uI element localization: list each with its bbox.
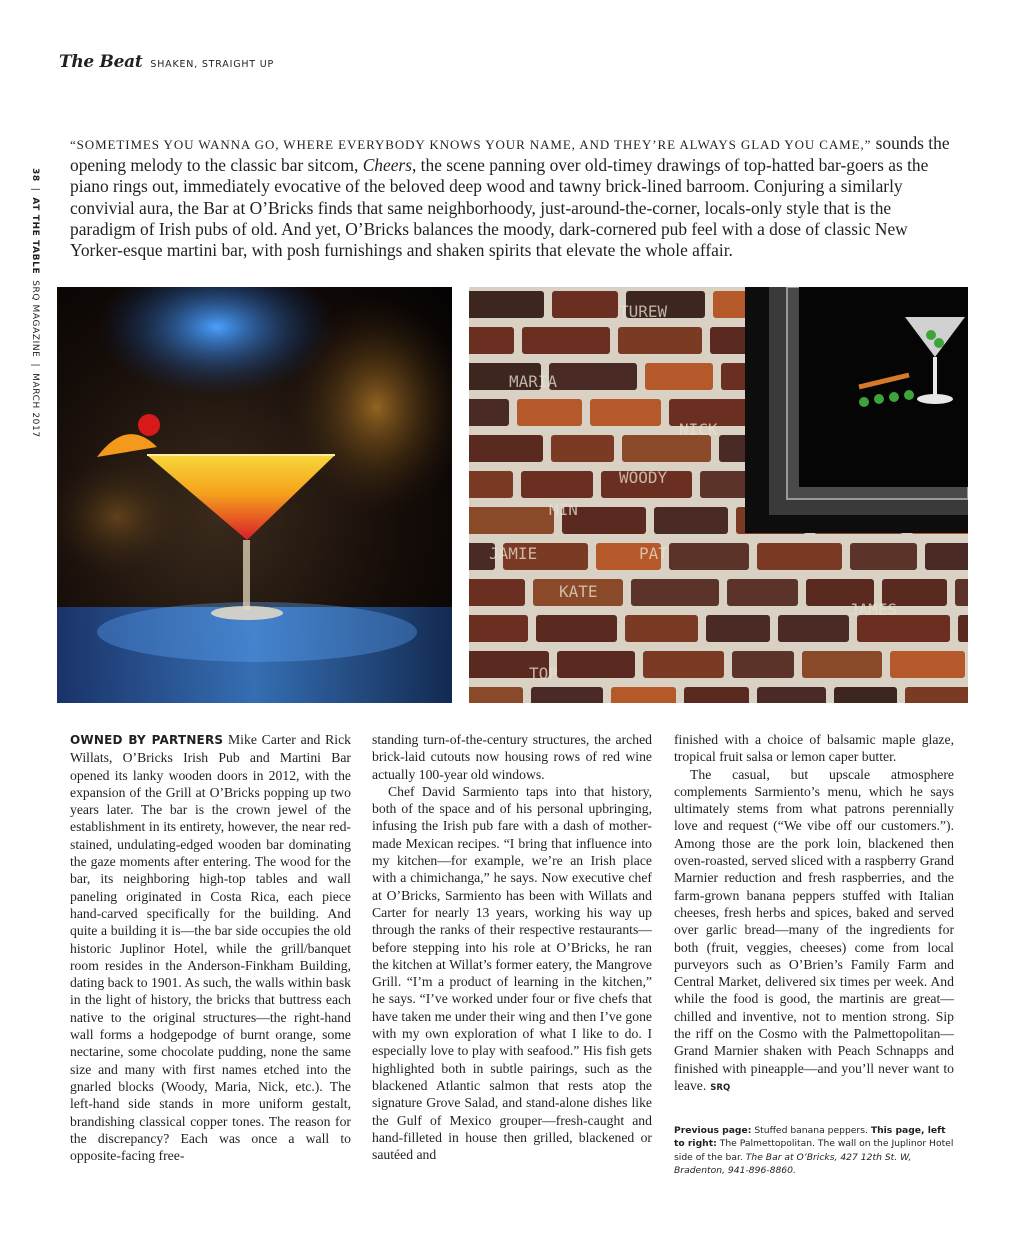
brick (469, 327, 514, 354)
brick (618, 327, 702, 354)
brick (802, 651, 882, 678)
folio-separator-2: | (30, 363, 40, 368)
brick (611, 687, 676, 703)
etched-name: MIN (549, 500, 578, 519)
brick (732, 651, 794, 678)
brick (669, 543, 749, 570)
etched-name: TOP (529, 664, 558, 683)
folio-issue: MARCH 2017 (30, 373, 40, 438)
running-header (59, 52, 274, 72)
brick (521, 471, 593, 498)
section-brand: The Beat (59, 52, 143, 72)
brick (622, 435, 711, 462)
etched-name: JAMES (849, 600, 898, 619)
caption-label-this-page: This page, left to right: (674, 1125, 946, 1150)
intro-text-2: , the scene panning over old-timey drawings of top-hatted bar-goers as the piano rings out, immediately evocative of the beloved deep wood and tawny brick-lined barroom. Conjuring a similarly convivial aura, the Bar at O’Bricks finds that same neighborhoody, just-around-the-corner, locals-only style that is the paradigm of Irish pubs of old. And yet, O’Bricks balances the moody, dark-cornered pub feel with a dose of classic New Yorker-esque martini bar, with posh furnishings and shaken spirits that elevate the whole affair. (70, 155, 929, 261)
caption-text-this-page: The Palmettopolitan. The wall on the Juplinor Hotel side of the bar. (674, 1138, 954, 1163)
etched-name: WOODY (619, 468, 668, 487)
brick (654, 507, 728, 534)
brick (469, 579, 525, 606)
folio-magazine: SRQ MAGAZINE (30, 280, 40, 358)
brick (469, 471, 513, 498)
brick (857, 615, 950, 642)
intro-text-1: sounds the opening melody to the classic bar sitcom, (70, 133, 950, 176)
photo-caption (674, 1124, 956, 1178)
brick (552, 291, 618, 318)
folio-separator: | (30, 187, 40, 192)
article-col3-p1: finished with a choice of balsamic maple glaze, tropical fruit salsa or lemon caper butter. (674, 732, 954, 765)
brick (469, 615, 528, 642)
brick (684, 687, 749, 703)
caption-label-previous: Previous page: (674, 1125, 752, 1136)
etched-name: KATE (559, 582, 598, 601)
brick (757, 687, 826, 703)
brick-wall-photo (469, 287, 968, 703)
brick (645, 363, 713, 390)
brick (778, 615, 849, 642)
intro-paragraph (70, 133, 956, 261)
intro-show-title: Cheers (362, 155, 412, 176)
page-folio (24, 168, 40, 438)
end-mark: SRQ (710, 1082, 731, 1093)
brick (706, 615, 770, 642)
brick (522, 327, 610, 354)
brick (469, 435, 543, 462)
article-col1-text: Mike Carter and Rick Willats, O’Bricks Irish Pub and Martini Bar opened its lanky wooden doors in 2012, with the expansion of the Grill at O’Bricks popping up two years later. The bar is the crown jewel of the establishment in its entirety, however, the near red-stained, undulating-edged wooden bar dominating the gaze moments after entering. The wood for the bar, its neighboring high-top tables and wall paneling originated in Costa Rica, each piece hand-carved specifically for the building. And quite a building it is—the bar side occupies the old historic Juplinor Hotel, while the grill/banquet room resides in the Anderson-Finkham Building, dating back to 1901. As such, the walls within bask in the light of history, the bricks that buttress each native to the original structures—the right-hand wall forms a hodgepodge of burnt orange, some nectarine, some chocolate pudding, none the same size and many with first names etched into the gnarled blocks (Woody, Maria, Nick, etc.). The left-hand side stands in more uniform gestalt, brandishing classical copper tones. The reason for the discrepancy? Each was once a wall to opposite-facing free- (70, 732, 351, 1164)
etched-name: PAT (639, 544, 668, 563)
article-col3-p2: The casual, but upscale atmosphere complements Sarmiento’s menu, which he says ultimately stems from what patrons perennially love and request (“We vibe off our customers.”). Among those are the pork loin, blackened then oven-roasted, served sliced with a raspberry Grand Marnier reduction and fresh raspberries, and the farm-grown banana peppers stuffed with Italian cheeses, fresh herbs and spices, baked and served over garlic bread—many of the ingredients for both (fruit, veggies, cheeses) come from local purveyors such as O’Brien’s Family Farm and Central Market, delivered six times per week. And while the food is good, the martinis are great—chilled and inventive, not to mention strong. Sip the riff on the Cosmo with the Palmettopolitan—Grand Marnier shaken with Peach Schnapps and finished with pineapple—and you’ll never want to leave. (674, 766, 954, 1093)
brick (850, 543, 917, 570)
brick (905, 687, 968, 703)
brick (536, 615, 617, 642)
brick (958, 615, 968, 642)
intro-lyrics: “SOMETIMES YOU WANNA GO, WHERE EVERYBODY KNOWS YOUR NAME, AND THEY’RE ALWAYS GLAD YOU CAME,” (70, 137, 872, 152)
brick (925, 543, 968, 570)
brick (643, 651, 724, 678)
brick (834, 687, 897, 703)
brick (531, 687, 603, 703)
brick (549, 363, 637, 390)
brick (469, 507, 554, 534)
article-column-3 (674, 731, 954, 1097)
article-column-1 (70, 731, 351, 1164)
section-subtitle: SHAKEN, STRAIGHT UP (150, 59, 275, 70)
brick (557, 651, 635, 678)
brick (757, 543, 842, 570)
folio-section: AT THE TABLE (30, 197, 40, 275)
article-lead-in: OWNED BY PARTNERS (70, 733, 224, 747)
article-col2-p1: standing turn-of-the-century structures, the arched brick-laid cutouts now housing rows of red wine actually 100-year old windows. (372, 732, 652, 782)
etched-name: MARIA (509, 372, 558, 391)
etched-name: JAMIE (489, 544, 538, 563)
brick (631, 579, 719, 606)
brick (469, 687, 523, 703)
caption-credit: The Bar at O’Bricks, 427 12th St. W, Bradenton, 941-896-8860. (674, 1151, 912, 1177)
cocktail-photo (57, 287, 452, 703)
article-column-2 (372, 731, 652, 1163)
etched-name: NICK (679, 420, 718, 439)
brick (890, 651, 965, 678)
brick (517, 399, 582, 426)
brick (727, 579, 798, 606)
page-number: 38 (30, 168, 40, 182)
brick (469, 291, 544, 318)
article-col2-p2: Chef David Sarmiento taps into that history, both of the space and of his personal upbringing, infusing the Irish pub fare with a dash of mother-made Mexican recipes. “I bring that influence into my kitchen—for example, we’re an Irish place with a chimichanga,” he says. Now executive chef at O’Bricks, Sarmiento has been with Willats and Carter for nearly 13 years, working his way up through the ranks of their respective restaurants—before stepping into his role at O’Bricks, he ran the kitchen at Willat’s former eatery, the Mangrove Grill. “I’m a product of learning in the kitchen,” he says. “I’ve worked under four or five chefs that have taken me under their wing and then I’ve gone with my own exploration of what I like to do. I especially love to play with seafood.” His fish gets highlighted both in subtle pairings, such as the blackened Atlantic salmon that rests atop the signature Grove Salad, and stand-alone dishes like the Gulf of Mexico grouper—fresh-caught and hand-filleted in house then grilled, blackened or sautéed and (372, 783, 652, 1163)
brick (625, 615, 698, 642)
brick (955, 579, 968, 606)
brick (590, 399, 661, 426)
caption-text-previous: Stuffed banana peppers. (751, 1125, 871, 1136)
etched-name: TUREW (619, 302, 668, 321)
brick (551, 435, 614, 462)
brick (469, 399, 509, 426)
